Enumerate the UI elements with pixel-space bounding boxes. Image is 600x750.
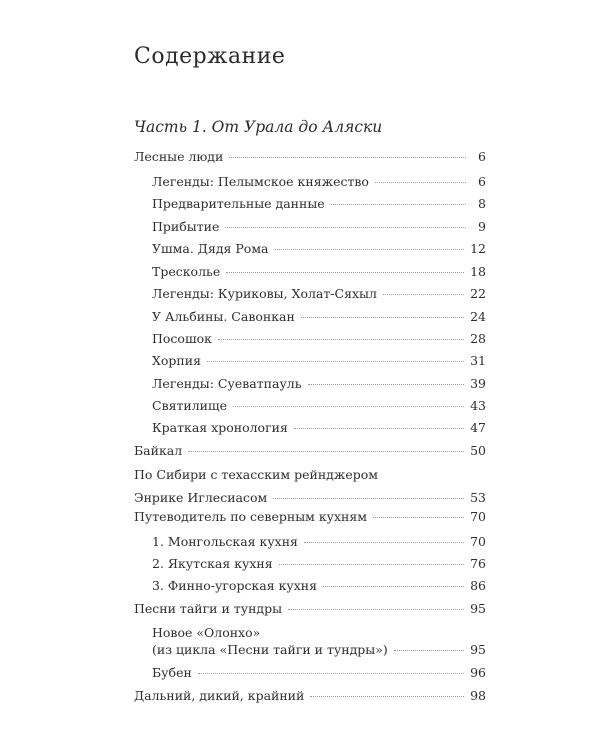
toc-entry-baikal[interactable] — [134, 442, 486, 459]
page-number: 18 — [470, 264, 486, 279]
toc-entry-buben[interactable] — [152, 664, 486, 681]
entry-label: 1. Монгольская кухня — [152, 534, 298, 549]
toc-entry-dalniy[interactable] — [134, 687, 486, 704]
toc-entry-yakutskaya[interactable] — [152, 555, 486, 572]
dot-leader — [310, 696, 464, 697]
page-number: 86 — [470, 578, 486, 593]
dot-leader — [383, 294, 464, 295]
page-number: 28 — [470, 331, 486, 346]
page-number: 8 — [478, 196, 486, 211]
toc-entry-predvaritelnye[interactable] — [152, 195, 486, 212]
dot-leader — [198, 673, 464, 674]
dot-leader — [275, 249, 465, 250]
page-number: 70 — [470, 534, 486, 549]
toc-entry-ushma[interactable] — [152, 240, 486, 257]
entry-label: Ушма. Дядя Рома — [152, 241, 269, 256]
page-number: 96 — [470, 665, 486, 680]
entry-label: Байкал — [134, 443, 183, 458]
entry-label: Тресколье — [152, 264, 221, 279]
toc-entry-olonkho[interactable] — [152, 624, 486, 658]
dot-leader — [188, 451, 464, 452]
page-number: 95 — [470, 601, 486, 616]
entry-label: 3. Финно-угорская кухня — [152, 578, 318, 593]
entry-label: Легенды: Суеватпауль — [152, 376, 302, 391]
toc-entry-mongolskaya[interactable] — [152, 533, 486, 550]
page-number: 43 — [470, 398, 486, 413]
entry-label: Легенды: Куриковы, Холат-Сяхыл — [152, 286, 377, 301]
dot-leader — [373, 517, 464, 518]
page-number: 12 — [470, 241, 486, 256]
toc-heading: Содержание — [134, 44, 286, 69]
dot-leader — [226, 272, 464, 273]
entry-label-line1: Новое «Олонхо» — [152, 625, 261, 640]
page-number: 53 — [470, 490, 486, 505]
entry-label: Краткая хронология — [152, 420, 288, 435]
page-number: 95 — [470, 642, 486, 657]
dot-leader — [308, 384, 465, 385]
dot-leader — [323, 586, 464, 587]
page-number: 31 — [470, 353, 486, 368]
page-number: 98 — [470, 688, 486, 703]
toc-entry-khorpiya[interactable] — [152, 352, 486, 369]
toc-entry-pelym[interactable] — [152, 173, 486, 190]
page-number: 6 — [478, 149, 486, 164]
page-number: 22 — [470, 286, 486, 301]
dot-leader — [375, 182, 466, 183]
entry-label: Легенды: Пелымское княжество — [152, 174, 369, 189]
page-number: 70 — [470, 509, 486, 524]
part-heading: Часть 1. От Урала до Аляски — [134, 118, 383, 136]
toc-entry-pososhok[interactable] — [152, 330, 486, 347]
entry-label: Прибытие — [152, 219, 220, 234]
entry-label: 2. Якутская кухня — [152, 556, 273, 571]
entry-label: Путеводитель по северным кухням — [134, 509, 367, 524]
toc-entry-albina[interactable] — [152, 308, 486, 325]
entry-label: Посошок — [152, 331, 212, 346]
dot-leader — [294, 428, 464, 429]
entry-label: Святилище — [152, 398, 228, 413]
entry-label: (из цикла «Песни тайги и тундры») — [152, 642, 388, 657]
page-number: 50 — [470, 443, 486, 458]
toc-entry-finno-ugorskaya[interactable] — [152, 577, 486, 594]
page-number: 47 — [470, 420, 486, 435]
dot-leader — [331, 204, 466, 205]
page-number: 76 — [470, 556, 486, 571]
dot-leader — [225, 227, 466, 228]
toc-entry-suevatpaul[interactable] — [152, 375, 486, 392]
dot-leader — [218, 339, 464, 340]
toc-entry-putevoditel[interactable] — [134, 508, 486, 525]
page-number: 39 — [470, 376, 486, 391]
toc-entry-lesnye-lyudi[interactable] — [134, 148, 486, 165]
entry-label: Лесные люди — [134, 149, 224, 164]
dot-leader — [207, 361, 464, 362]
entry-label: Дальний, дикий, крайний — [134, 688, 305, 703]
dot-leader — [233, 406, 464, 407]
entry-label: Бубен — [152, 665, 192, 680]
page-number: 24 — [470, 309, 486, 324]
toc-entry-kurikovy[interactable] — [152, 285, 486, 302]
toc-entry-pesni[interactable] — [134, 600, 486, 617]
entry-label: Предварительные данные — [152, 196, 325, 211]
entry-label: Песни тайги и тундры — [134, 601, 283, 616]
toc-entry-pribytie[interactable] — [152, 218, 486, 235]
entry-label: Хорпия — [152, 353, 201, 368]
dot-leader — [304, 542, 464, 543]
entry-label-line1: По Сибири с техасским рейнджером — [134, 467, 378, 482]
dot-leader — [288, 609, 464, 610]
page-number: 9 — [478, 219, 486, 234]
entry-label: У Альбины. Савонкан — [152, 309, 295, 324]
dot-leader — [229, 157, 466, 158]
dot-leader — [301, 317, 464, 318]
entry-label: Энрике Иглесиасом — [134, 490, 268, 505]
page-number: 6 — [478, 174, 486, 189]
toc-entry-khronologiya[interactable] — [152, 419, 486, 436]
dot-leader — [394, 650, 464, 651]
toc-entry-svyatilishche[interactable] — [152, 397, 486, 414]
toc-entry-treskolie[interactable] — [152, 263, 486, 280]
dot-leader — [279, 564, 464, 565]
dot-leader — [273, 498, 464, 499]
toc-entry-po-sibiri[interactable] — [134, 466, 486, 506]
